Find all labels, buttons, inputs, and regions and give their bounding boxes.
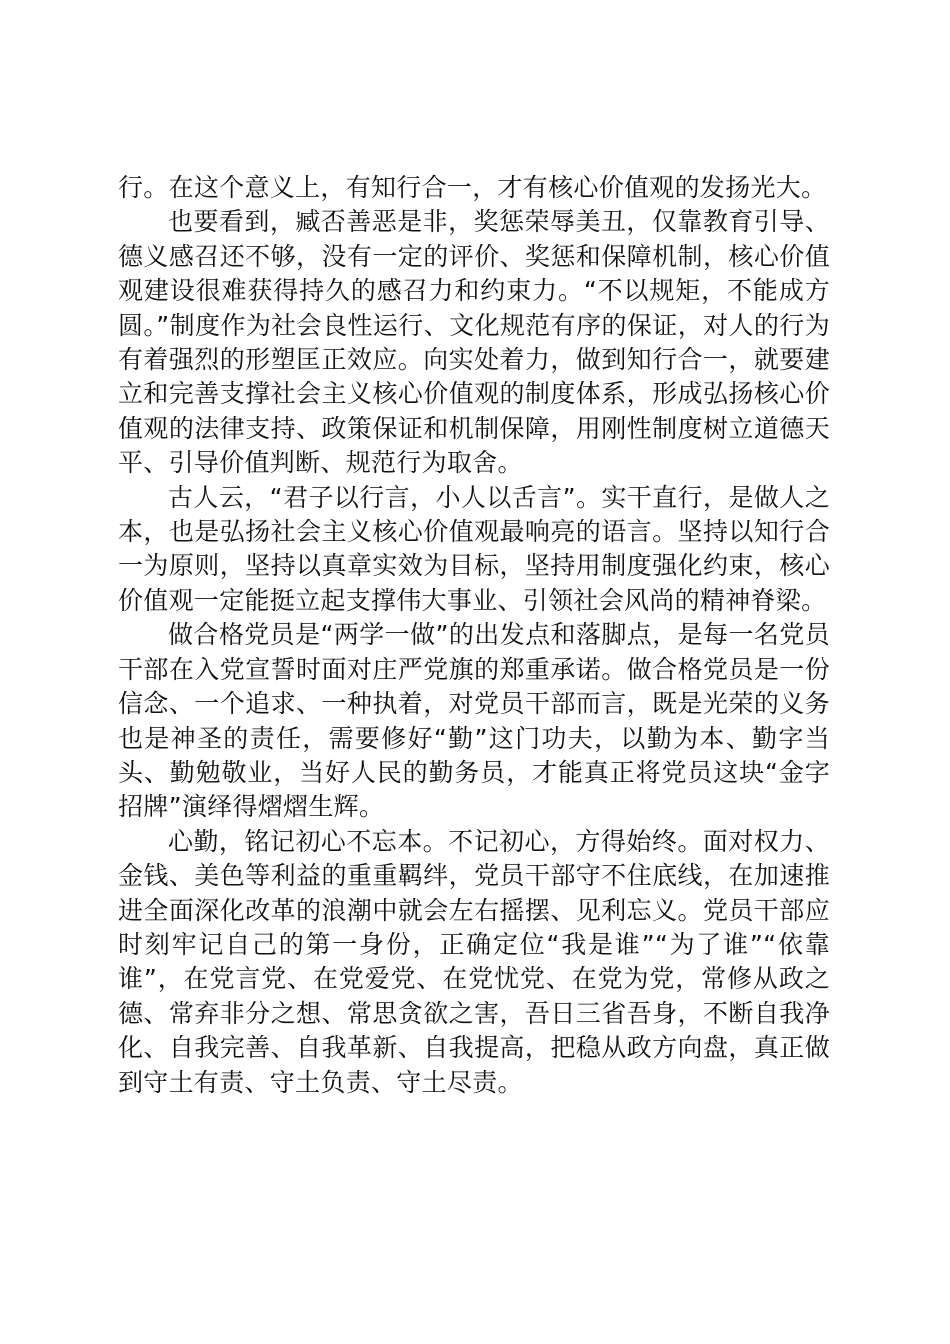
- document-body: [118, 171, 830, 1100]
- paragraph-4: 做合格党员是“两学一做”的出发点和落脚点，是每一名党员干部在入党宣誓时面对庄严党旗的郑重承诺。做合格党员是一份信念、一个追求、一种执着，对党员干部而言，既是光荣的义务也是神圣的责任，需要修好“勤”这门功夫，以勤为本、勤字当头、勤勉敬业，当好人民的勤务员，才能真正将党员这块“金字招牌”演绎得熠熠生辉。: [118, 620, 830, 822]
- paragraph-2: 也要看到，臧否善恶是非，奖惩荣辱美丑，仅靠教育引导、德义感召还不够，没有一定的评价、奖惩和保障机制，核心价值观建设很难获得持久的感召力和约束力。“不以规矩，不能成方圆。”制度作为社会良性运行、文化规范有序的保证，对人的行为有着强烈的形塑匡正效应。向实处着力，做到知行合一，就要建立和完善支撑社会主义核心价值观的制度体系，形成弘扬核心价值观的法律支持、政策保证和机制保障，用刚性制度树立道德天平、引导价值判断、规范行为取舍。: [118, 207, 830, 478]
- paragraph-5: 心勤，铭记初心不忘本。不记初心，方得始终。面对权力、金钱、美色等利益的重重羁绊，党员干部守不住底线，在加速推进全面深化改革的浪潮中就会左右摇摆、见利忘义。党员干部应时刻牢记自己的第一身份，正确定位“我是谁”“为了谁”“依靠谁”，在党言党、在党爱党、在党忧党、在党为党，常修从政之德、常弃非分之想、常思贪欲之害，吾日三省吾身，不断自我净化、自我完善、自我革新、自我提高，把稳从政方向盘，真正做到守土有责、守土负责、守土尽责。: [118, 826, 830, 1097]
- paragraph-1: 行。在这个意义上，有知行合一，才有核心价值观的发扬光大。: [118, 173, 827, 202]
- paragraph-3: 古人云，“君子以行言，小人以舌言”。实干直行，是做人之本，也是弘扬社会主义核心价值观最响亮的语言。坚持以知行合一为原则，坚持以真章实效为目标，坚持用制度强化约束，核心价值观一定能挺立起支撑伟大事业、引领社会风尚的精神脊梁。: [118, 482, 830, 615]
